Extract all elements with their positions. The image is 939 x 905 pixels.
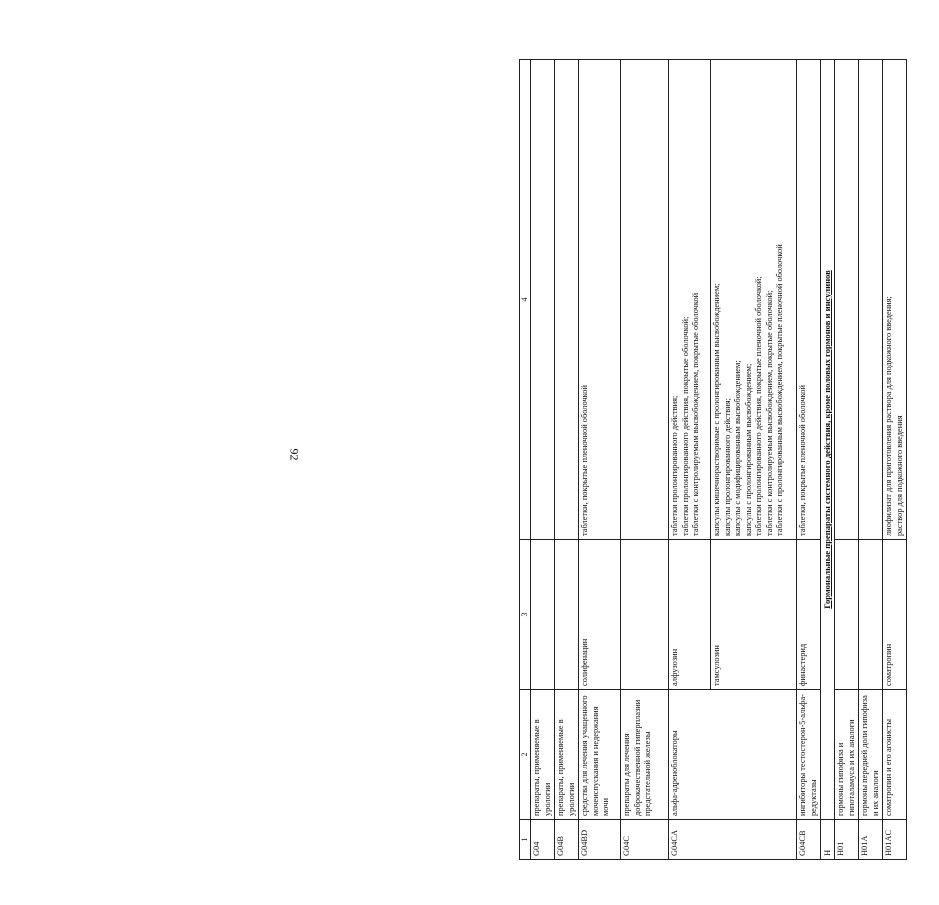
dosage-form: таблетки, покрытые пленочной оболочкой [798, 385, 807, 536]
substance: тамсулозин [711, 540, 797, 690]
dosage-forms [531, 60, 555, 540]
dosage-form: таблетки с контролируемым высвобождением, покрытые оболочкой; [764, 290, 774, 536]
dosage-form: капсулы с пролонгированным высвобождением; [743, 363, 753, 536]
substance [531, 540, 555, 690]
dosage-forms [579, 60, 621, 540]
header-cell: 4 [520, 60, 531, 540]
table-row [859, 60, 883, 860]
atc-code: G04B [555, 820, 579, 860]
rotated-table-container [519, 60, 939, 860]
dosage-forms [669, 60, 711, 540]
group-name: препараты, применяемые в урологии [531, 690, 555, 820]
dosage-forms [883, 60, 907, 540]
group-name: препараты, применяемые в урологии [555, 690, 579, 820]
dosage-forms [621, 60, 669, 540]
table-row [835, 60, 859, 860]
group-name: альфа-адреноблокаторы [669, 690, 797, 820]
atc-code: H01AC [883, 820, 907, 860]
group-name: гормоны передней доли гипофиза и их аналоги [859, 690, 883, 820]
substance: алфузозин [669, 540, 711, 690]
atc-code: H01A [859, 820, 883, 860]
dosage-forms [797, 60, 821, 540]
table-row [669, 60, 711, 860]
group-name: препараты для лечения доброкачественной гиперплазии предстательной железы [621, 690, 669, 820]
substance: солифенацин [579, 540, 621, 690]
drug-table [519, 59, 907, 860]
dosage-form: таблетки пролонгированного действия, покрытые пленочной оболочкой; [754, 276, 763, 536]
substance [555, 540, 579, 690]
dosage-form: таблетки с контролируемым высвобождением, покрытые оболочкой [691, 292, 700, 536]
substance: финастерид [797, 540, 821, 690]
dosage-form: таблетки, покрытые пленочной оболочкой [580, 385, 589, 536]
dosage-form: капсулы пролонгированного действия; [722, 398, 732, 536]
table-row [797, 60, 821, 860]
atc-code: G04C [621, 820, 669, 860]
group-name: соматропин и его агонисты [883, 690, 907, 820]
section-title-text: Гормональные препараты системного действия, кроме половых гормонов и инсулинов [822, 270, 832, 609]
atc-code: H [821, 820, 835, 860]
group-name: гормоны гипофиза и гипоталамуса и их аналоги [835, 690, 859, 820]
group-name: ингибиторы тестостерон-5-альфа-редуктазы [797, 690, 821, 820]
table-row [555, 60, 579, 860]
substance [621, 540, 669, 690]
atc-code: G04CA [669, 820, 797, 860]
atc-code: G04 [531, 820, 555, 860]
dosage-form: таблетки пролонгированного действия, покрытые оболочкой; [680, 316, 690, 536]
header-cell: 1 [520, 820, 531, 860]
dosage-form: лиофилизат для приготовления раствора для подкожного введения; [884, 296, 893, 536]
dosage-forms [835, 60, 859, 540]
header-cell: 3 [520, 540, 531, 690]
dosage-forms [555, 60, 579, 540]
section-title [821, 60, 835, 820]
dosage-form: таблетки пролонгированного действия; [670, 395, 679, 536]
substance [835, 540, 859, 690]
dosage-form: таблетки с пролонгированным высвобождением, покрытые пленочной оболочкой [775, 244, 784, 536]
dosage-forms [859, 60, 883, 540]
dosage-forms [711, 60, 797, 540]
substance [859, 540, 883, 690]
dosage-form: капсулы кишечнорастворимые с пролонгированным высвобождением; [712, 283, 721, 536]
substance: соматропин [883, 540, 907, 690]
header-cell: 2 [520, 690, 531, 820]
atc-code: G04BD [579, 820, 621, 860]
atc-code: H01 [835, 820, 859, 860]
group-name: средства для лечения учащенного мочеиспускания и недержания мочи [579, 690, 621, 820]
atc-code: G04CB [797, 820, 821, 860]
dosage-form: раствор для подкожного введения [894, 415, 904, 536]
page-number: 92 [287, 448, 302, 461]
table-row [621, 60, 669, 860]
header-row [520, 60, 531, 860]
dosage-form: капсулы с модифицированным высвобождением; [733, 360, 742, 536]
table-row [579, 60, 621, 860]
section-row [821, 60, 835, 860]
table-row [883, 60, 907, 860]
table-row [531, 60, 555, 860]
